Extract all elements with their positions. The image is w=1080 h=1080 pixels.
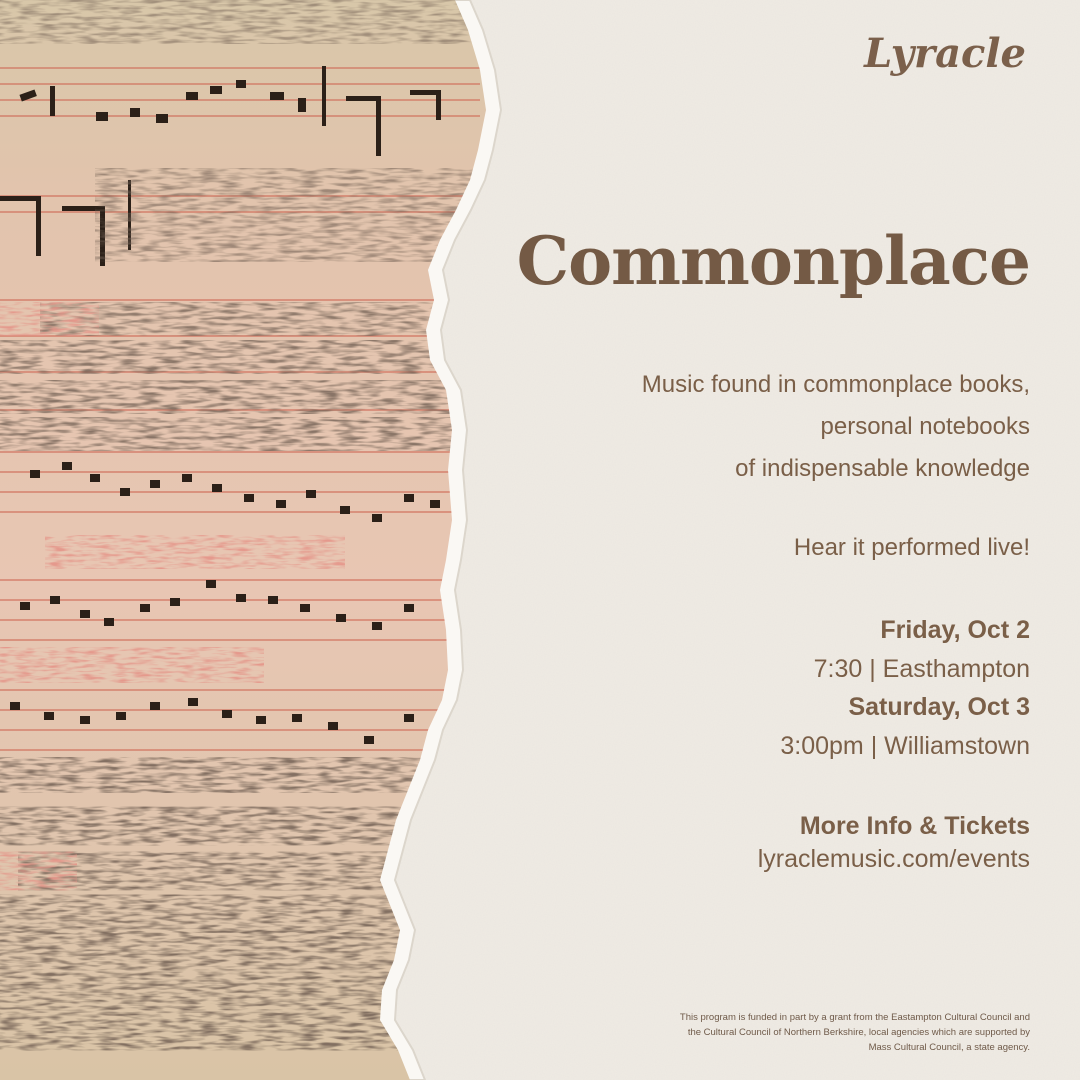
call-to-action: Hear it performed live! <box>793 534 1030 561</box>
event-day: Saturday, Oct 3 <box>848 693 1030 721</box>
event-day: Friday, Oct 2 <box>880 616 1030 644</box>
credit-line: Mass Cultural Council, a state agency. <box>868 1042 1030 1053</box>
event-detail: 3:00pm | Williamstown <box>780 731 1030 760</box>
description-line: Music found in commonplace books, <box>641 371 1030 398</box>
event-title: Commonplace <box>516 222 1030 300</box>
brand-name: Lyracle <box>864 30 1026 77</box>
funding-credit <box>680 1010 1030 1055</box>
credit-line: This program is funded in part by a grant from the Eastampton Cultural Council and <box>679 1012 1030 1023</box>
event-detail: 7:30 | Easthampton <box>813 654 1030 683</box>
tickets-label: More Info & Tickets <box>799 812 1030 840</box>
tickets-url[interactable]: lyraclemusic.com/events <box>757 845 1030 873</box>
credit-line: the Cultural Council of Northern Berkshire, local agencies which are supported by <box>687 1027 1030 1038</box>
event-schedule <box>780 611 1030 765</box>
tickets-info <box>758 810 1030 876</box>
description-line: personal notebooks <box>820 413 1030 440</box>
event-description <box>642 364 1030 490</box>
description-line: of indispensable knowledge <box>735 455 1030 482</box>
